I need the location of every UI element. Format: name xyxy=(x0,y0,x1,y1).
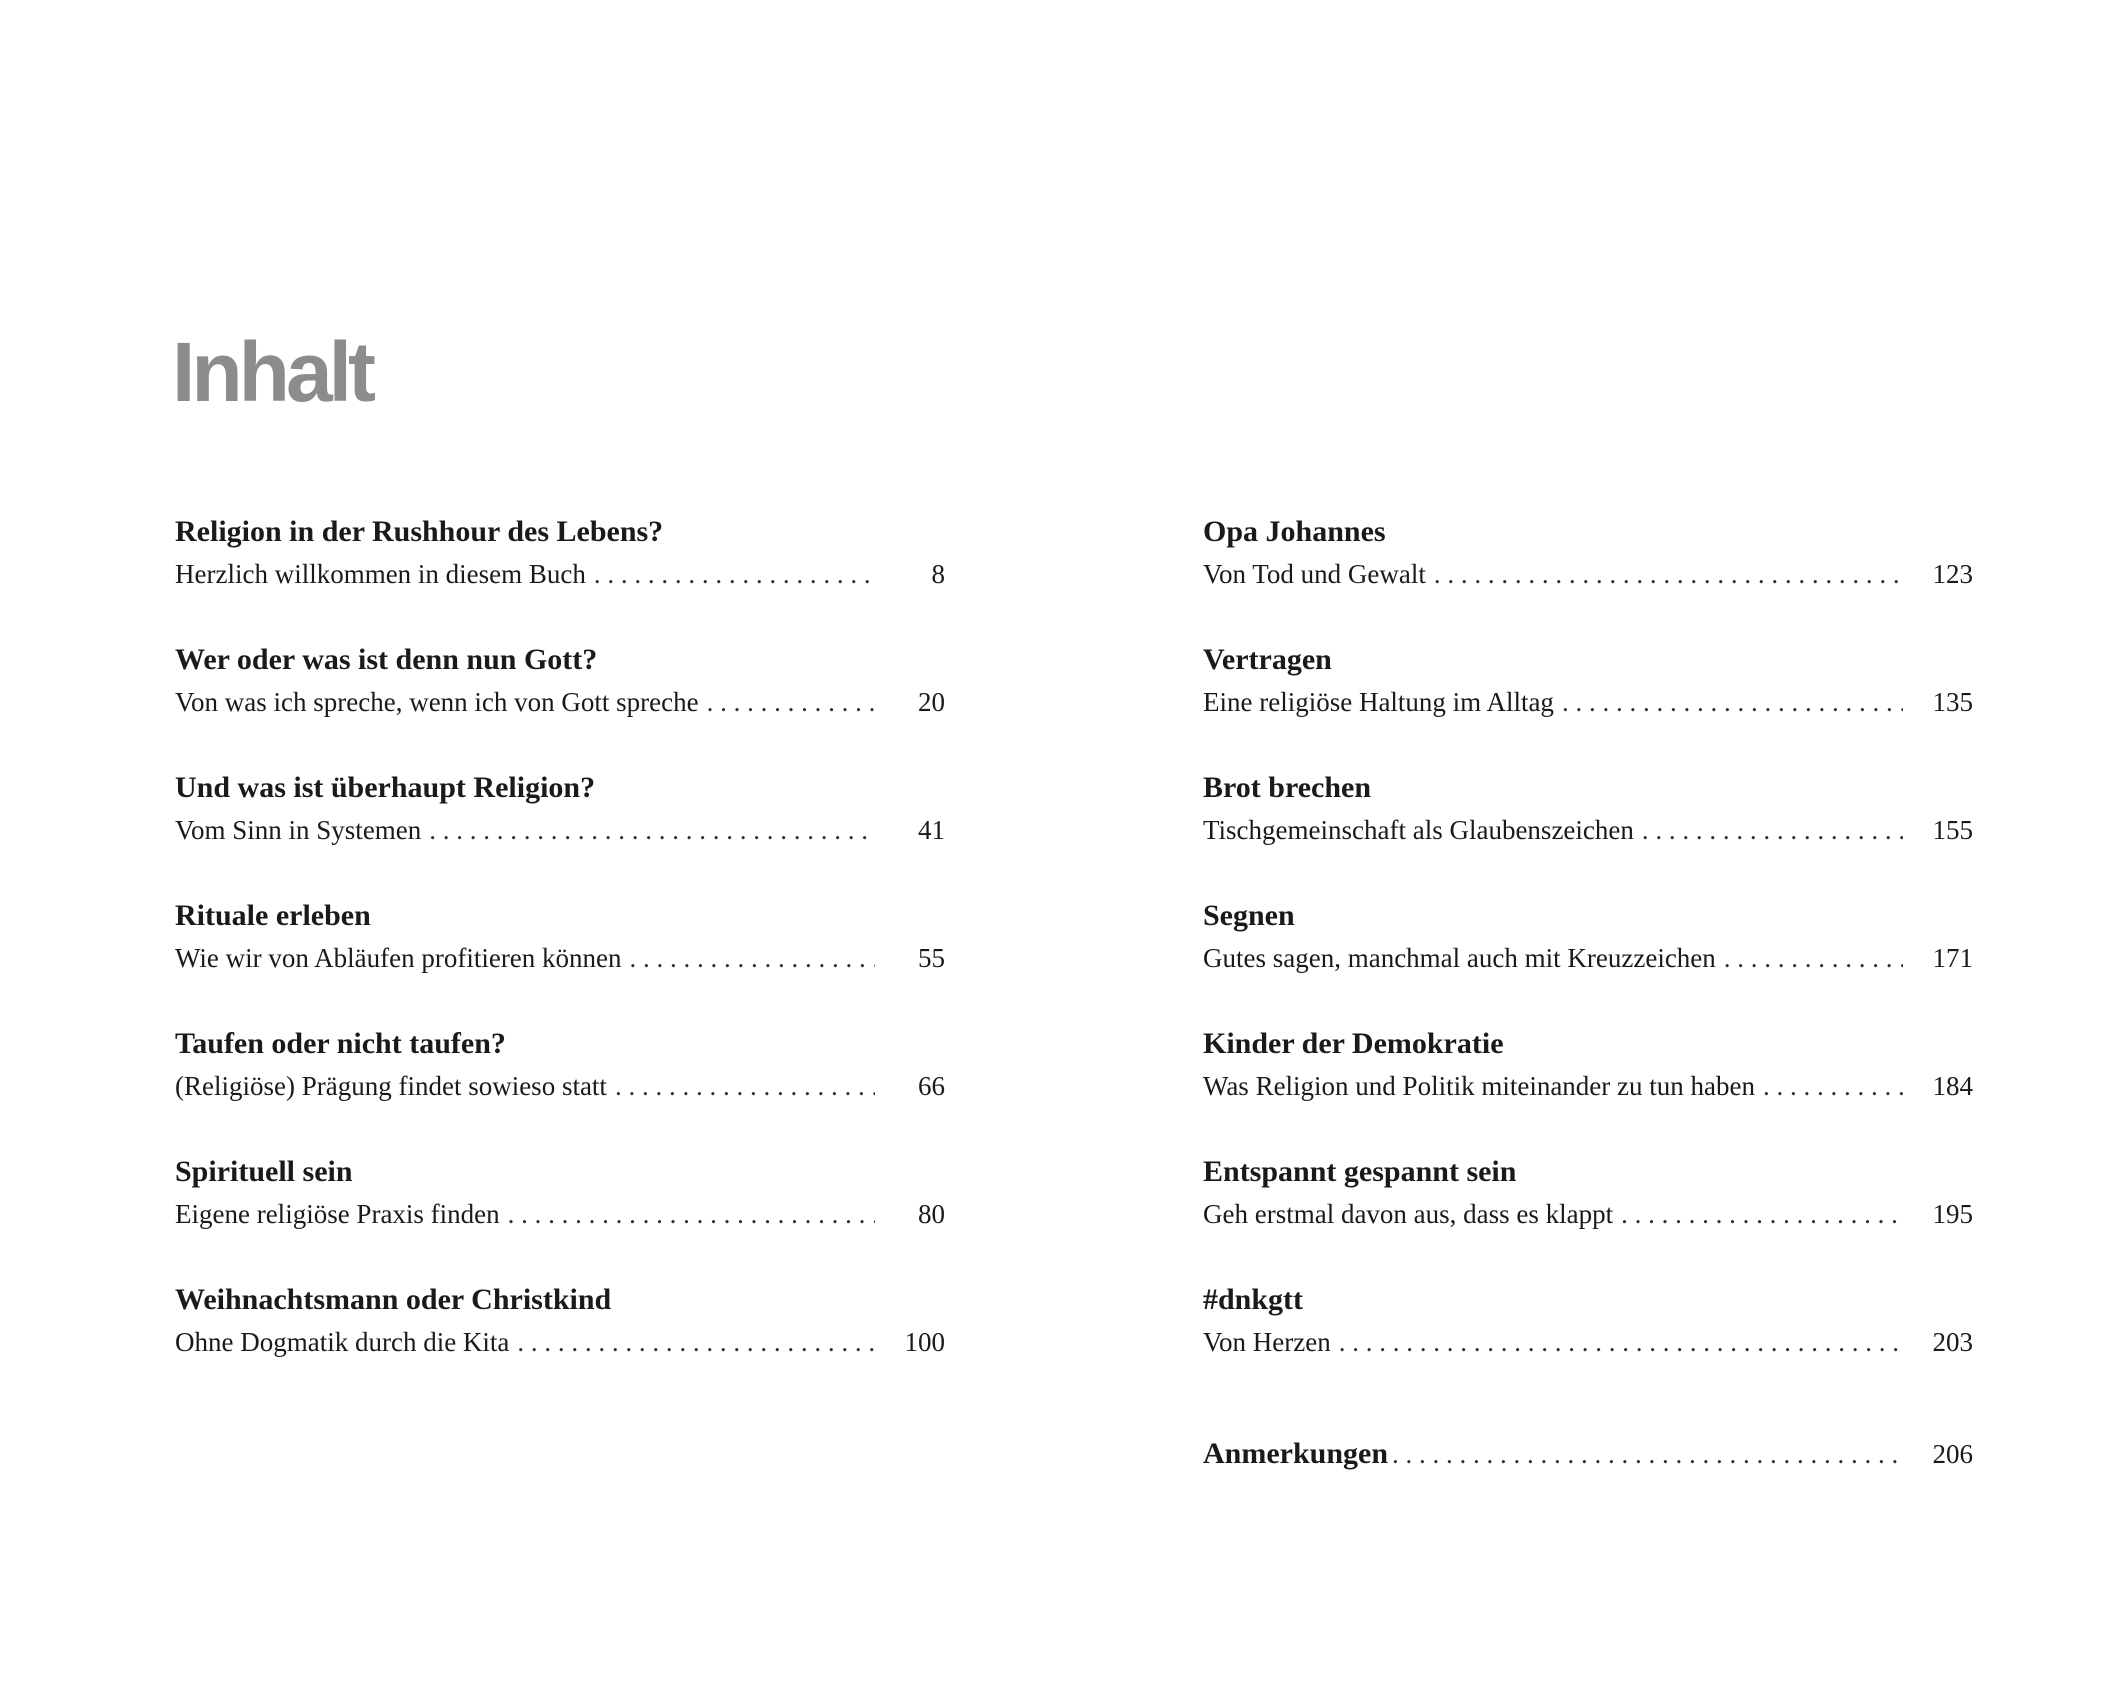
entry-line xyxy=(1203,1194,1973,1234)
entry-heading: Entspannt gespannt sein xyxy=(1203,1155,1517,1188)
entry-heading: Spirituell sein xyxy=(175,1155,353,1188)
entry-heading: Rituale erleben xyxy=(175,899,371,932)
entry-heading: Opa Johannes xyxy=(1203,515,1386,548)
entry-subtitle: Tischgemeinschaft als Glaubenszeichen xyxy=(1203,815,1634,845)
entry-line xyxy=(1203,682,1973,722)
page-number: 206 xyxy=(1932,1439,1973,1469)
entry-line xyxy=(1203,1066,1973,1106)
page-title: Inhalt xyxy=(172,325,372,419)
dot-leader xyxy=(508,1194,875,1234)
page-number: 20 xyxy=(918,687,945,717)
entry-subtitle: Was Religion und Politik miteinander zu tun haben xyxy=(1203,1071,1755,1101)
entry-line xyxy=(175,682,945,722)
toc-right-column xyxy=(1203,512,1973,1514)
entry-heading: Und was ist überhaupt Religion? xyxy=(175,771,596,804)
page-number: 155 xyxy=(1932,815,1973,845)
dot-leader xyxy=(1562,682,1903,722)
entry-heading: Segnen xyxy=(1203,899,1295,932)
entry-subtitle: Von Tod und Gewalt xyxy=(1203,559,1426,589)
entry-line xyxy=(1203,1322,1973,1362)
entry-subtitle: Ohne Dogmatik durch die Kita xyxy=(175,1327,510,1357)
entry-subtitle: Geh erstmal davon aus, dass es klappt xyxy=(1203,1199,1614,1229)
dot-leader xyxy=(429,810,875,850)
dot-leader xyxy=(707,682,875,722)
page-number: 66 xyxy=(918,1071,945,1101)
entry-line xyxy=(175,810,945,850)
page-number: 55 xyxy=(918,943,945,973)
page-number: 123 xyxy=(1932,559,1973,589)
entry-heading: Religion in der Rushhour des Lebens? xyxy=(175,515,664,548)
toc-entry xyxy=(175,1024,945,1152)
toc-entry xyxy=(175,768,945,896)
entry-subtitle: Von was ich spreche, wenn ich von Gott spreche xyxy=(175,687,699,717)
entry-line xyxy=(1203,554,1973,594)
entry-line xyxy=(175,1322,945,1362)
page-number: 41 xyxy=(918,815,945,845)
dot-leader xyxy=(1724,938,1903,978)
toc-entry xyxy=(1203,512,1973,640)
toc-entry-anmerkungen xyxy=(1203,1434,1973,1514)
dot-leader xyxy=(1339,1322,1903,1362)
dot-leader xyxy=(1621,1194,1903,1234)
entry-subtitle: Wie wir von Abläufen profitieren können xyxy=(175,943,622,973)
dot-leader xyxy=(1763,1066,1903,1106)
dot-leader xyxy=(594,554,875,594)
toc-entry xyxy=(175,1152,945,1280)
page-number: 171 xyxy=(1932,943,1973,973)
entry-subtitle: Von Herzen xyxy=(1203,1327,1331,1357)
page-number: 195 xyxy=(1932,1199,1973,1229)
entry-line xyxy=(175,938,945,978)
entry-heading: #dnkgtt xyxy=(1203,1283,1304,1316)
entry-heading: Anmerkungen xyxy=(1203,1437,1389,1470)
toc-entry xyxy=(1203,896,1973,1024)
page-number: 8 xyxy=(931,559,945,589)
toc-left-column xyxy=(175,512,945,1408)
entry-heading: Taufen oder nicht taufen? xyxy=(175,1027,506,1060)
dot-leader xyxy=(1642,810,1903,850)
toc-entry xyxy=(175,640,945,768)
entry-subtitle: (Religiöse) Prägung findet sowieso statt xyxy=(175,1071,607,1101)
page-number: 100 xyxy=(904,1327,945,1357)
entry-line xyxy=(175,1066,945,1106)
entry-line xyxy=(1203,810,1973,850)
dot-leader xyxy=(517,1322,875,1362)
entry-subtitle: Eine religiöse Haltung im Alltag xyxy=(1203,687,1554,717)
entry-subtitle: Gutes sagen, manchmal auch mit Kreuzzeichen xyxy=(1203,943,1716,973)
dot-leader xyxy=(1434,554,1903,594)
toc-entry xyxy=(1203,768,1973,896)
toc-entry xyxy=(175,896,945,1024)
entry-subtitle: Eigene religiöse Praxis finden xyxy=(175,1199,500,1229)
entry-line xyxy=(175,1194,945,1234)
entry-heading: Weihnachtsmann oder Christkind xyxy=(175,1283,612,1316)
page-number: 203 xyxy=(1932,1327,1973,1357)
toc-entry xyxy=(1203,640,1973,768)
toc-entry xyxy=(175,512,945,640)
entry-line xyxy=(175,554,945,594)
toc-entry xyxy=(175,1280,945,1408)
entry-line xyxy=(1203,938,1973,978)
toc-entry xyxy=(1203,1280,1973,1408)
entry-heading: Kinder der Demokratie xyxy=(1203,1027,1504,1060)
dot-leader xyxy=(615,1066,875,1106)
entry-heading: Vertragen xyxy=(1203,643,1332,676)
toc-entry xyxy=(1203,1152,1973,1280)
toc-entry xyxy=(1203,1024,1973,1152)
page-number: 135 xyxy=(1932,687,1973,717)
entry-subtitle: Herzlich willkommen in diesem Buch xyxy=(175,559,586,589)
entry-heading: Wer oder was ist denn nun Gott? xyxy=(175,643,598,676)
dot-leader xyxy=(630,938,875,978)
page-number: 184 xyxy=(1932,1071,1973,1101)
entry-subtitle: Vom Sinn in Systemen xyxy=(175,815,422,845)
page-number: 80 xyxy=(918,1199,945,1229)
dot-leader xyxy=(1392,1434,1903,1474)
entry-heading: Brot brechen xyxy=(1203,771,1372,804)
